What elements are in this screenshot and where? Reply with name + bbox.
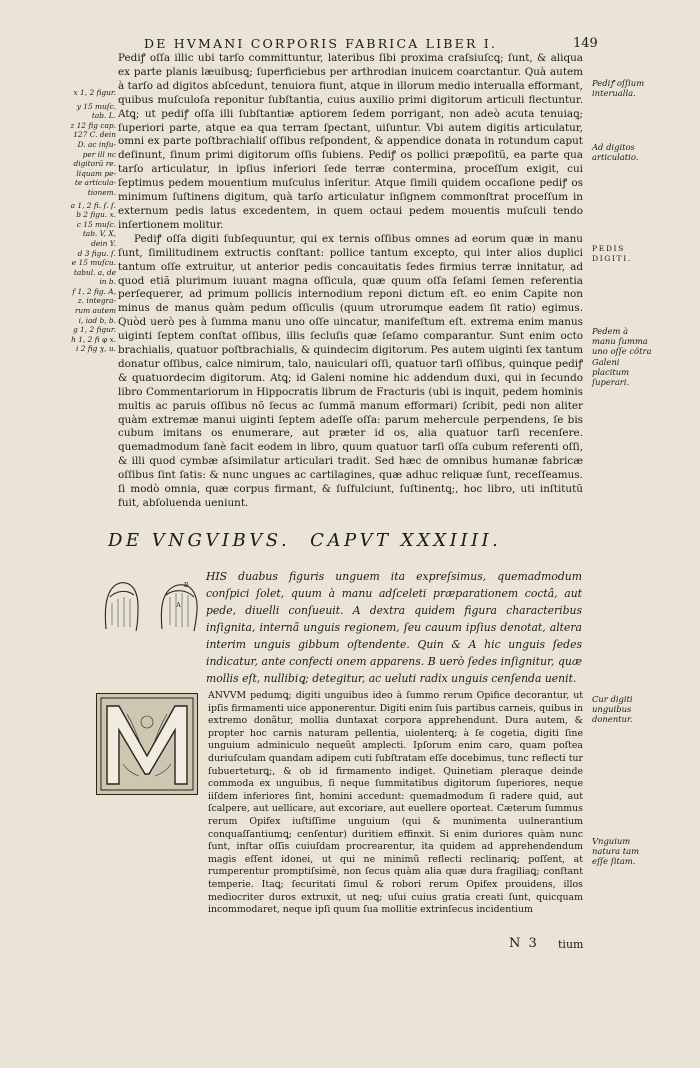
margin-note: e 15 muſcu. bbox=[71, 258, 116, 268]
margin-note: h 1, 2 fi φ x. bbox=[71, 334, 116, 344]
paragraph: ANVVM pedumꝗ; digiti unguibus ideo à ſummo rerum Opifice decorantur, ut ipſis firmamenti uice apponerentur. Digiti enim ſuis partibus carneis, quibus in extremo donãtur, mollia duntaxat corpora apprehendunt. Dura autem, & propter hoc carnis naturam pellentia, uiolenterꝗ; à ſe cogetia, digiti ſine unguium adminiculo nequeũt amplecti. Ipſorum enim caro, quam poſtea duriuſculam quandam adipem cuti ſubſtratam eſſe docebimus, tunc reflecti tur ſubuerteturꝗ;, & ob id firmamento indiget. Quinetiam pleraque deinde commoda ex unguibus, ſi neque ſummitatibus digitorum ſuperiores, neque iiſdem inferiores ſint, homini accedunt: quemadmodum ſi radere quid, aut ſcalpere, aut uellicare, aut excoriare, aut euellere oporteat. Cæterum ſummus rerum Opifex iuſtiſſime unguium (qui & munimenta uulnerantium conquaſſantiumꝗ; cenſentur) duritiem effinxit. Si enim duriores quàm nunc ſunt, inſtar oſſis cuiuſdam procrearentur, ita quidem ad apprehendendum magis eſſent idonei, ut qui ne minimũ reflecti reclinariꝗ; poſſent, at rumperentur promptiſsimè, non ſecus quàm alia quæ dura fragiliaꝗ; conſtant temperie. Itaꝗ; ſecuritati ſimul & robori rerum Opifex prouidens, illos mediocriter duros extruxit, ut neꝗ; uſui cuius gratia creati ſunt, quicquam incommodaret, neque ipſi quum ſua mollitie extrinſecus incidentium bbox=[208, 690, 583, 916]
margin-note: z. integra- bbox=[77, 296, 116, 306]
right-margin-note: Ad digitos articulatio. bbox=[592, 142, 639, 163]
chapter-title: DE VNGVIBVS. bbox=[108, 530, 291, 551]
margin-note: tab. L. bbox=[91, 111, 116, 121]
margin-note: y 15 muſc. bbox=[76, 101, 116, 111]
nail-figure-outer bbox=[161, 581, 197, 631]
signature-mark: N 3 bbox=[509, 936, 539, 951]
decorated-initial-m bbox=[96, 693, 198, 795]
margin-note: g 1, 2 figur. bbox=[72, 325, 116, 335]
right-margin-note: Vnguium natura tam eſſe ſitam. bbox=[592, 836, 640, 867]
margin-note: in b. bbox=[99, 277, 116, 287]
chapter-heading bbox=[108, 530, 578, 551]
page-number: 149 bbox=[573, 36, 598, 51]
right-margin-note: Cur digiti unguibus donentur. bbox=[592, 694, 633, 725]
right-margin-note: Pediꝭ oſſium interualla. bbox=[592, 78, 645, 99]
margin-note: tab. V, X, bbox=[82, 229, 116, 239]
margin-note: per ill nc bbox=[82, 149, 116, 159]
margin-note: d 3 figu. ſ. bbox=[77, 248, 116, 258]
paragraph: Pediꝭ oſſa illic ubi tarſo committuntur, lateribus ſibi proxima craſsiuſcꝗ; ſunt, & aliqua ex parte planis læuibusꝗ; ſuperficiebus per arthrodian inuicem coarctantur. Quà autem à tarſo ad digitos abſcedunt, tenuiora fiunt, atque in illorum medio interualla efformant, quibus muſculoſa reponitur ſubſtantia, cuius auxilio primi digitorum articuli flectuntur. Atꝗ; ut pediꝭ oſſa illi ſubſtantiæ aptiorem ſedem porrigant, non adeò acuta tenuiaꝗ; ſuperiori parte, atque ea qua terram ſpectant, uiſuntur. Vbi autem digitis articulatur, omni ex parte poſtbrachialiſ oſſibus reſpondent, & appendice donata in rotundum caput deſinunt, ſinum primi digitorum oſſis ſubiens. Pediꝭ os pollici præpoſitũ, ea parte qua tarſo articulatur, in ipſius inferiori ſede terræ contermina, proceſſum exigit, cui ſeptimus pedem mouentium muſculus inſeritur. Atque ſimili quidem occaſione pediꝭ os minimum ſuſtinens digitum, quà tarſo articulatur inſignem commonſtrat proceſſum in externum pedis latus excedentem, in quem octaui pedem mouentis muſculi tendo inſertionem molitur. bbox=[118, 52, 583, 231]
margin-note: i, iad b, b. bbox=[78, 315, 116, 325]
figure-label-a: A bbox=[176, 601, 182, 609]
margin-note: tabul. a, de bbox=[73, 267, 116, 277]
margin-note: tionem. bbox=[87, 187, 116, 197]
margin-note: f 1, 2 fig. A, bbox=[72, 286, 116, 296]
figure-caption: HIS duabus figuris unguem ita expreſsimus, quemadmodum conſpici ſolet, quum à manu adſceleti præparationem coctâ, aut pede, diuelli conſueuit. A dextra quidem figura characteribus inſignita, internã unguis regionem, ſeu cauum ipſius denotat, altera interim unguis gibbum oſtendente. Quin & A hic unguis ſedes indicatur, ante confecti onem apparens. B uerò ſedes inſignitur, quæ mollis eſt, nullibiꝗ; detegitur, ac ueluti radix unguis cenſenda uenit. bbox=[206, 570, 582, 686]
right-margin-note: PEDIS DIGITI. bbox=[592, 244, 632, 264]
margin-note: b 2 figu. x. bbox=[76, 210, 116, 220]
margin-note: liquam pe- bbox=[76, 168, 116, 178]
margin-note: c 15 muſc. bbox=[76, 219, 116, 229]
margin-note: rum autem bbox=[74, 306, 116, 316]
margin-note: te articula- bbox=[74, 178, 116, 188]
right-margin-note: Pedem à manu ſumma uno oſſe cõtra Galeni placitum ſuperari. bbox=[592, 326, 652, 388]
margin-note: i 2 fig ɣ, u. bbox=[75, 344, 116, 354]
main-text-lower bbox=[208, 690, 583, 917]
margin-note: 127 C. dein bbox=[73, 130, 116, 140]
left-margin-notes bbox=[40, 88, 116, 354]
catchword: tium bbox=[558, 938, 584, 951]
margin-note: digitorū re. bbox=[73, 159, 116, 169]
paragraph: Pediꝭ oſſa digiti ſubſequuntur, qui ex ternis oſſibus omnes ad eorum quæ in manu ſunt, ſimilitudinem extructis conſtant: pollice tantum excepto, qui inter alios duplici tantum oſſe extruitur, ut anterior pedis concauitatis ſedes firmius terræ innitatur, ad quod etiã plurimum iuuant magna oſſicula, quæ quum oſſa ſeſami ſemen referentia perſequerer, ad primum pollicis internodium reponi dictum eſt. eo enim Capite non minus de manus quàm pedum oſſiculis (quum utrorumque eadem ſit ratio) egimus. Quòd uerò pes à ſumma manu uno oſſe uincatur, manifeſtum eſt. extrema enim manus uiginti ſeptem conſtat oſſibus, illis ſecluſis quæ ſeſamo comparantur. Sunt enim octo brachialis, quatuor poſtbrachialis, & quindecim digitorum. Pes autem uiginti ſex tantum donatur oſſibus, calce nimirum, talo, nauiculari oſſi, quatuor tarſi oſſibus, quinque pediꝭ & quatuordecim digitorum. Atꝗ; id Galeni nomine hic addendum duxi, qui in ſecundo libro Commentariorum in Hippocratis librum de Fracturis (ubi is inquit, pedem hominis multis ac paruis oſſibus nõ ſecus ac ſummã manum efformari) ſcribit, pedi non aliter quàm extremæ manui uiginti ſeptem adeſſe oſſa: parum mehercule perpendens, ſe bis cubum imitans os enumerare, aut præter id os, alia quatuor tarſi recenſere. quemadmodum ſanè facit eodem in libro, quum quatuor tarſi oſſa cubum referenti oſſi, & illi quod cymbæ aſsimilatur articulari tradit. Sed hæc de omnibus humanæ fabricæ oſſibus ſint ſatis: & nunc ungues ac cartilagines, quæ adhuc reliquæ ſunt, receſſeamus. ſi modò omnia, quæ corpus firmant, & ſuſfulciunt, ſuſtinentꝗ;, hoc libro, uti inſtitutũ fuit, abſoluenda ueniunt. bbox=[118, 232, 583, 509]
running-title: DE HVMANI CORPORIS FABRICA LIBER I. bbox=[144, 36, 498, 51]
margin-note: a 1, 2 fi. ſ. ſ. bbox=[70, 200, 116, 210]
margin-note: x 1, 2 figur. bbox=[73, 88, 116, 97]
figure-label-b: B bbox=[184, 581, 189, 589]
margin-note: D. ac inſu- bbox=[77, 139, 116, 149]
margin-note: dein Y. bbox=[91, 238, 116, 248]
main-text-upper bbox=[118, 52, 583, 511]
nail-figures bbox=[100, 577, 204, 635]
margin-note: z 12 fig cap. bbox=[70, 120, 116, 130]
chapter-number: CAPVT XXXIIII. bbox=[310, 530, 502, 551]
nail-figure-inner bbox=[105, 583, 138, 631]
